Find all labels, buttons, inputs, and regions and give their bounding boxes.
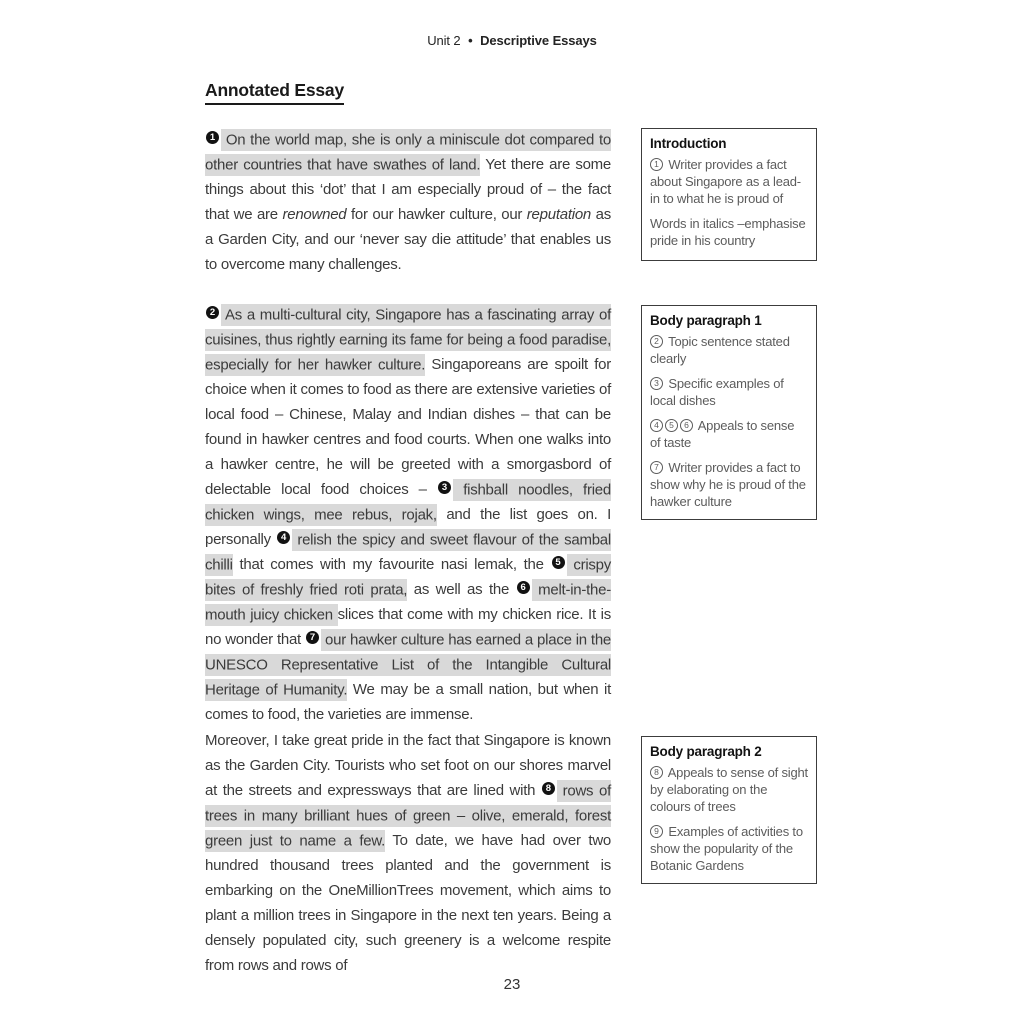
note-text: Appeals to sense of taste	[650, 418, 795, 450]
annotation-note	[650, 215, 808, 249]
annotation-box-title: Introduction	[650, 136, 727, 151]
essay-text: Yet there are some things about this ‘dot’ that I am especially proud of – the fact that we are	[205, 156, 611, 223]
highlighted-text: crispy bites of freshly fried roti prata,	[205, 554, 611, 601]
highlighted-text: rows of trees in many brilliant hues of green – olive, emerald, forest green just to name a few.	[205, 780, 611, 852]
highlighted-text: relish the spicy and sweet flavour of the sambal chilli	[205, 529, 611, 576]
highlighted-text: fishball noodles, fried chicken wings, mee rebus, rojak,	[205, 479, 611, 526]
annotation-note	[650, 156, 808, 207]
annotation-note	[650, 333, 808, 367]
note-marker-9-icon: 9	[650, 825, 663, 838]
page-number: 23	[503, 976, 521, 993]
page-title-text: Annotated Essay	[205, 80, 344, 105]
note-text: Words in italics –emphasise pride in his country	[650, 216, 806, 248]
annotation-note	[650, 375, 808, 409]
note-marker-8-icon: 8	[650, 766, 663, 779]
essay-text: Moreover, I take great pride in the fact that Singapore is known as the Garden City. Tourists who set foot on our shores marvel at the streets and expressways that are lined with	[205, 732, 611, 799]
annotation-box-items	[650, 333, 808, 510]
essay-marker-7-icon: 7	[306, 631, 319, 644]
annotation-note	[650, 764, 808, 815]
unit-label: Unit 2	[427, 33, 461, 48]
page-title	[205, 80, 344, 105]
highlighted-text: On the world map, she is only a miniscule dot compared to other countries that have swathes of land.	[205, 129, 611, 176]
essay-marker-3-icon: 3	[438, 481, 451, 494]
note-text: Writer provides a fact about Singapore as a lead-in to what he is proud of	[650, 157, 801, 206]
annotation-box-items	[650, 156, 808, 249]
essay-text: We may be a small nation, but when it comes to food, the varieties are immense.	[205, 681, 611, 723]
annotation-box-introduction	[641, 128, 817, 261]
essay-text: as well as the	[407, 581, 516, 598]
note-marker-5-icon: 5	[665, 419, 678, 432]
note-marker-6-icon: 6	[680, 419, 693, 432]
essay-text: To date, we have had over two hundred thousand trees planted and the government is embarking on the OneMillionTrees movement, which aims to plant a million trees in Singapore in the next ten years. Being a densely populated city, such greenery is a welcome respite from rows and rows of	[205, 832, 611, 974]
essay-text: that comes with my favourite nasi lemak, the	[232, 556, 551, 573]
note-marker-3-icon: 3	[650, 377, 663, 390]
essay-marker-1-icon: 1	[206, 131, 219, 144]
highlighted-text: As a multi-cultural city, Singapore has a fascinating array of cuisines, thus rightly earning its fame for being a food paradise, especially for her hawker culture.	[205, 304, 611, 376]
essay-text: and the list goes on. I personally	[205, 506, 611, 548]
annotation-note	[650, 417, 808, 451]
essay-paragraph-3	[205, 728, 611, 978]
essay-text: Singaporeans are spoilt for choice when it comes to food as there are extensive varieties of local food – Chinese, Malay and Indian dishes – that can be found in hawker centres and food courts. When one walks into a hawker centre, he will be greeted with a smorgasbord of delectable local food choices –	[205, 356, 611, 498]
highlighted-text: melt-in-the-mouth juicy chicken	[205, 579, 611, 626]
annotation-box-title: Body paragraph 2	[650, 744, 762, 759]
essay-marker-5-icon: 5	[552, 556, 565, 569]
essay-text: as a Garden City, and our ‘never say die attitude’ that enables us to overcome many challenges.	[205, 206, 611, 273]
note-text: Topic sentence stated clearly	[650, 334, 790, 366]
note-text: Writer provides a fact to show why he is proud of the hawker culture	[650, 460, 806, 509]
note-text: Specific examples of local dishes	[650, 376, 784, 408]
note-marker-1-icon: 1	[650, 158, 663, 171]
note-marker-7-icon: 7	[650, 461, 663, 474]
annotation-box-body-paragraph-1	[641, 305, 817, 520]
annotation-box-items	[650, 764, 808, 874]
essay-text: slices that come with my chicken rice. It is no wonder that	[205, 606, 611, 648]
essay-text: reputation	[526, 206, 592, 223]
highlighted-text: our hawker culture has earned a place in the UNESCO Representative List of the Intangible Cultural Heritage of Humanity.	[205, 629, 611, 701]
essay-marker-6-icon: 6	[517, 581, 530, 594]
section-label: Descriptive Essays	[480, 33, 597, 48]
annotation-box-body-paragraph-2	[641, 736, 817, 884]
annotation-note	[650, 459, 808, 510]
essay-marker-2-icon: 2	[206, 306, 219, 319]
essay-marker-4-icon: 4	[277, 531, 290, 544]
annotation-box-title: Body paragraph 1	[650, 313, 762, 328]
note-marker-4-icon: 4	[650, 419, 663, 432]
note-text: Examples of activities to show the popularity of the Botanic Gardens	[650, 824, 803, 873]
essay-paragraph-1	[205, 127, 611, 277]
note-marker-2-icon: 2	[650, 335, 663, 348]
running-head	[0, 33, 1024, 48]
note-text: Appeals to sense of sight by elaborating on the colours of trees	[650, 765, 808, 814]
header-separator-dot: •	[468, 33, 473, 48]
essay-text: renowned	[282, 206, 347, 223]
essay-paragraph-2	[205, 302, 611, 727]
essay-text: for our hawker culture, our	[346, 206, 527, 223]
annotation-note	[650, 823, 808, 874]
essay-marker-8-icon: 8	[542, 782, 555, 795]
